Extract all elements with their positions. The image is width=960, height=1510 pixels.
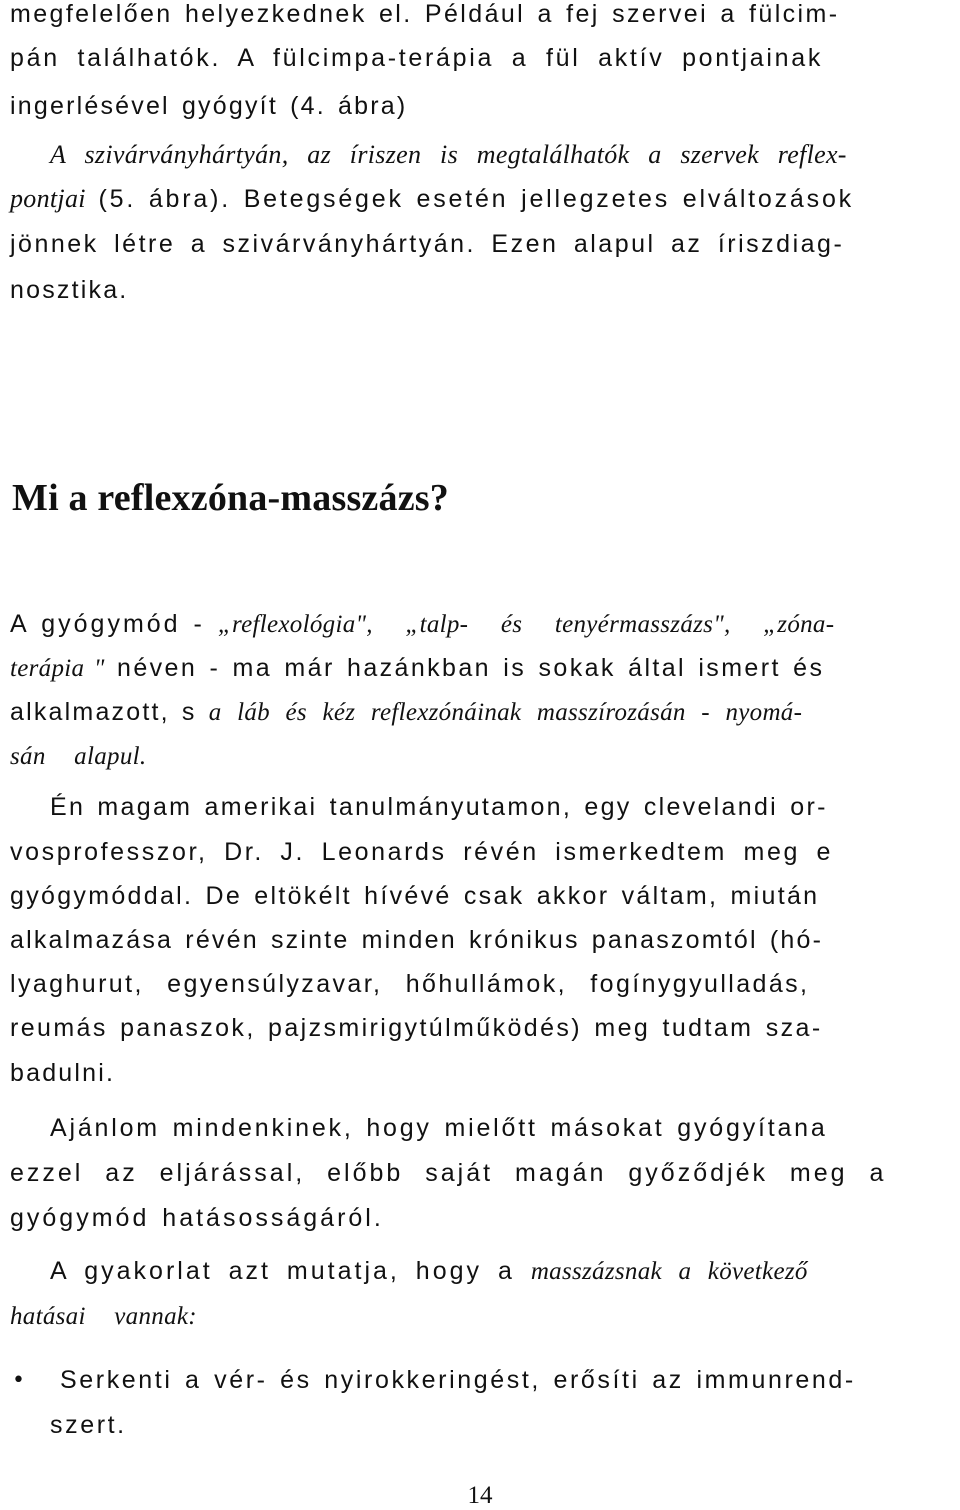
text-line: Ajánlom mindenkinek, hogy mielőtt másokat gyógyítana (50, 1114, 828, 1142)
text-line: ingerlésével gyógyít (4. ábra) (10, 92, 408, 120)
text-span: A gyakorlat azt mutatja, hogy a (50, 1257, 531, 1285)
section-heading: Mi a reflexzóna-masszázs? (12, 477, 449, 519)
text-line: jönnek létre a szivárványhártyán. Ezen alapul az íriszdiag- (10, 230, 845, 258)
text-line: lyaghurut, egyensúlyzavar, hőhullámok, fogínygyulladás, (10, 970, 810, 998)
bullet-marker: • (12, 1368, 25, 1393)
text-span: alkalmazott, s (10, 698, 209, 726)
text-line (10, 656, 824, 681)
italic-text: „reflexológia", „talp- és tenyérmasszázs", „zóna- (217, 611, 835, 638)
text-line: vosprofesszor, Dr. J. Leonards révén ismerkedtem meg e (10, 838, 834, 866)
text-line: gyógymód hatásosságáról. (10, 1204, 384, 1232)
text-span: (5. ábra). Betegségek esetén jellegzetes elváltozások (85, 185, 854, 213)
text-line: nosztika. (10, 276, 129, 304)
page-number: 14 (467, 1482, 493, 1509)
italic-text: a láb és kéz reflexzónáinak masszírozásán - nyomá- (208, 699, 803, 726)
text-line (10, 700, 802, 725)
text-line: ezzel az eljárással, előbb saját magán győződjék meg a (10, 1159, 887, 1187)
text-line: Én magam amerikai tanulmányutamon, egy clevelandi or- (50, 793, 828, 821)
text-span: néven - ma már hazánkban is sokak által ismert és (104, 654, 825, 682)
text-line (10, 186, 854, 212)
text-line: alkalmazása révén szinte minden krónikus panaszomtól (hó- (10, 926, 824, 954)
text-line: pán találhatók. A fülcimpa-terápia a fül aktív pontjainak (10, 44, 824, 72)
text-line: gyógymóddal. De eltökélt hívévé csak akkor váltam, miután (10, 882, 820, 910)
italic-text: pontjai (10, 184, 86, 213)
text-span: A gyógymód - (10, 610, 218, 638)
text-line: megfelelően helyezkednek el. Például a fej szervei a fülcim- (10, 0, 840, 28)
text-line: hatásai vannak: (10, 1303, 197, 1330)
text-line (10, 612, 834, 637)
italic-text: masszázsnak a következő (530, 1258, 808, 1285)
text-line: reumás panaszok, pajzsmirigytúlműködés) meg tudtam sza- (10, 1014, 823, 1042)
text-line (50, 1259, 808, 1284)
text-line: sán alapul. (10, 743, 147, 770)
text-line: A szivárványhártyán, az íriszen is megtalálhatók a szervek reflex- (50, 140, 847, 169)
italic-text: terápia " (10, 655, 105, 682)
list-item-text: Serkenti a vér- és nyirokkeringést, erősíti az immunrend- (60, 1366, 856, 1394)
list-item-text: szert. (50, 1411, 127, 1439)
text-line: badulni. (10, 1059, 116, 1087)
